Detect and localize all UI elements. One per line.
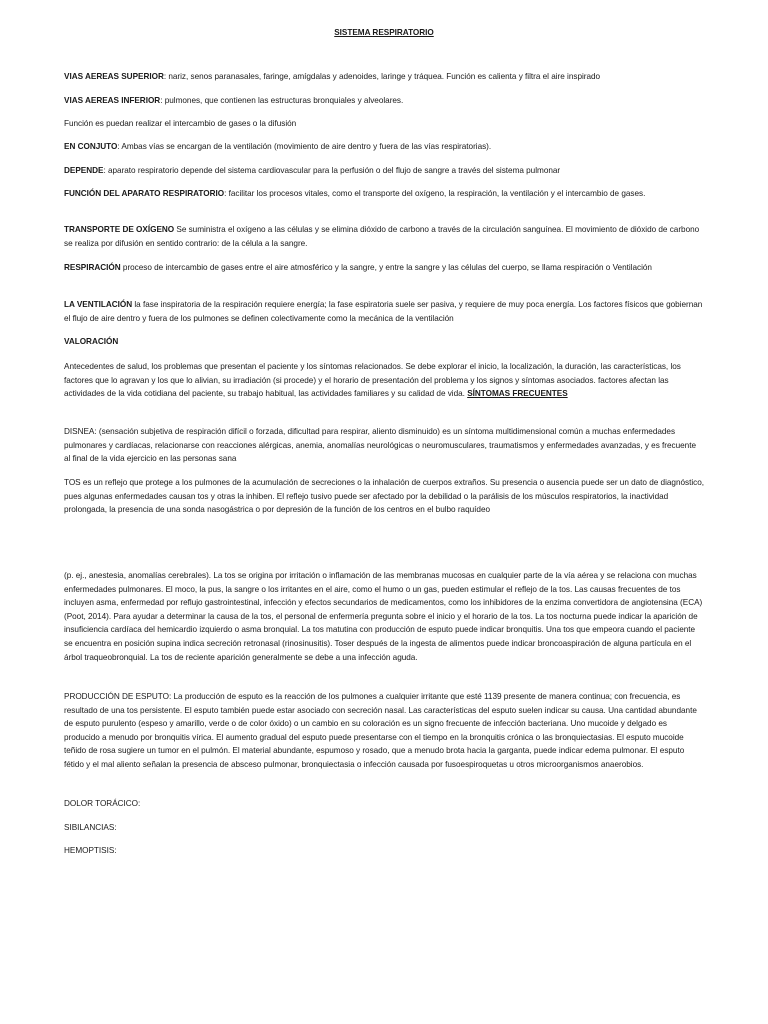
text-vias-superior: : nariz, senos paranasales, faringe, amígdalas y adenoides, laringe y tráquea. Función es calienta y filtra el aire inspirado [163, 72, 601, 81]
label-vias-superior: VIAS AEREAS SUPERIOR [64, 72, 164, 81]
text-funcion-aparato: : facilitar los procesos vitales, como el transporte del oxígeno, la respiración, la ventilación y el intercambio de gases. [224, 189, 646, 198]
label-transporte-oxigeno: TRANSPORTE DE OXÍGENO [64, 225, 175, 234]
text-transporte-oxigeno: Se suministra el oxígeno a las células y se elimina dióxido de carbono a través de la circulación sanguínea. El movimiento de dióxido de carbono se realiza por difusión en sentido contrario: de la célula a la sangre. [64, 225, 700, 248]
heading-hemoptisis [64, 844, 704, 858]
heading-valoracion [64, 335, 704, 349]
label-funcion-aparato: FUNCIÓN DEL APARATO RESPIRATORIO [64, 189, 225, 198]
paragraph-produccion-esputo [64, 690, 704, 772]
text-tos-continuacion: (p. ej., anestesia, anomalías cerebrales). La tos se origina por irritación o inflamación de las membranas mucosas en cualquier parte de la vía aérea y se relaciona con muchas enfermedades pulmonares. El moco, la pus, la sangre o los irritantes en el aire, como el humo o un gas, pueden estimular el reflejo de la tos. Las causas frecuentes de tos incluyen asma, enfermedad por reflujo gastrointestinal, infección y efectos secundarios de medicamentos, como los inhibidores de la enzima convertidora de angiotensina (ECA) (Poot, 2014). Para ayudar a determinar la causa de la tos, el personal de enfermería pregunta sobre el inicio y el horario de la tos. La tos nocturna puede indicar la aparición de insuficiencia cardíaca del hemicardio izquierdo o asma bronquial. La tos matutina con producción de esputo puede indicar bronquitis. Una tos que empeora cuando el paciente se encuentra en posición supina indica secreción retronasal (rinosinusitis). Toser después de la ingesta de alimentos puede indicar broncoaspiración de alguna partícula en el árbol traqueobronquial. La tos de reciente aparición generalmente se debe a una infección aguda. [64, 571, 703, 662]
paragraph-ventilacion [64, 298, 704, 325]
paragraph-tos [64, 476, 704, 517]
paragraph-respiracion [64, 261, 704, 275]
label-ventilacion: LA VENTILACIÓN [64, 300, 133, 309]
document-title: SISTEMA RESPIRATORIO [334, 28, 434, 37]
paragraph-disnea [64, 425, 704, 466]
paragraph-vias-superior [64, 70, 704, 84]
paragraph-vias-inferior [64, 94, 704, 108]
text-vias-inferior: : pulmones, que contienen las estructuras bronquiales y alveolares. [160, 96, 404, 105]
label-respiracion: RESPIRACIÓN [64, 263, 121, 272]
label-sintomas-frecuentes: SÍNTOMAS FRECUENTES [467, 389, 568, 399]
paragraph-en-conjunto [64, 140, 704, 154]
text-depende: : aparato respiratorio depende del sistema cardiovascular para la perfusión o del flujo de sangre a través del sistema pulmonar [103, 166, 561, 175]
text-disnea: DISNEA: (sensación subjetiva de respiración difícil o forzada, dificultad para respirar, aliento disminuido) es un síntoma multidimensional común a muchas enfermedades pulmonares y cardíacas, relacionarse con reacciones alérgicas, anemia, anomalías neurológicas o neuromusculares, traumatismos y enfermedades avanzadas, y es frecuente al final de la vida ejercicio en las personas sana [64, 427, 696, 464]
text-antecedentes: Antecedentes de salud, los problemas que presentan el paciente y los síntomas relacionados. Se debe explorar el inicio, la localización, la duración, las características, los factores que lo agravan y los que lo alivian, su irradiación (si procede) y el horario de presentación del problema y los signos y síntomas asociados. factores afectan las actividades de la vida cotidiana del paciente, su trabajo habitual, las actividades familiares y su calidad de vida. [64, 362, 681, 399]
heading-dolor-toracico [64, 797, 704, 811]
text-ventilacion: la fase inspiratoria de la respiración requiere energía; la fase espiratoria suele ser pasiva, y requiere de muy poca energía. Los factores físicos que gobiernan el flujo de aire dentro y fuera de los pulmones se definen colectivamente como la mecánica de la ventilación [64, 300, 703, 323]
text-produccion-esputo: PRODUCCIÓN DE ESPUTO: La producción de esputo es la reacción de los pulmones a cualquier irritante que esté 1139 presente de manera continua; con frecuencia, es resultado de una tos persistente. El esputo también puede estar asociado con secreción nasal. Las características del esputo suelen indicar su causa. Una cantidad abundante de esputo purulento (espeso y amarillo, verde o de color óxido) o un cambio en su coloración es un signo frecuente de infección bacteriana. Uno mucoide y delgado es producido a menudo por bronquitis vírica. El aumento gradual del esputo puede presentarse con el tiempo en la bronquitis crónica o las bronquiectasias. El esputo mucoide teñido de rosa sugiere un tumor en el pulmón. El material abundante, espumoso y rosado, que a menudo brota hacia la garganta, puede indicar edema pulmonar. El esputo fétido y el mal aliento señalan la presencia de absceso pulmonar, bronquiectasia o infección causada por fusoespiroquetas u otros microorganismos anaerobios. [64, 692, 697, 769]
paragraph-antecedentes [64, 360, 704, 401]
label-vias-inferior: VIAS AEREAS INFERIOR [64, 96, 161, 105]
heading-sibilancias [64, 821, 704, 835]
text-funcion: Función es puedan realizar el intercambio de gases o la difusión [64, 119, 297, 128]
paragraph-depende [64, 164, 704, 178]
label-depende: DEPENDE [64, 166, 104, 175]
label-valoracion: VALORACIÓN [64, 337, 119, 346]
text-hemoptisis: HEMOPTISIS: [64, 846, 117, 855]
text-tos: TOS es un reflejo que protege a los pulmones de la acumulación de secreciones o la inhalación de cuerpos extraños. Su presencia o ausencia puede ser un dato de diagnóstico, pues algunas enfermedades causan tos y otras la inhiben. El reflejo tusivo puede ser afectado por la debilidad o la parálisis de los músculos respiratorios, la inactividad prolongada, la presencia de una sonda nasogástrica o por depresión de la función de los centros en el bulbo raquídeo [64, 478, 704, 515]
text-sibilancias: SIBILANCIAS: [64, 823, 117, 832]
paragraph-funcion-aparato [64, 187, 704, 201]
paragraph-funcion [64, 117, 704, 131]
paragraph-tos-continuacion [64, 569, 704, 664]
text-respiracion: proceso de intercambio de gases entre el aire atmosférico y la sangre, y entre la sangre y las células del cuerpo, se llama respiración o Ventilación [120, 263, 652, 272]
paragraph-transporte-oxigeno [64, 223, 704, 250]
text-dolor-toracico: DOLOR TORÁCICO: [64, 799, 141, 808]
text-en-conjunto: : Ambas vías se encargan de la ventilación (movimiento de aire dentro y fuera de las vías respiratorias). [117, 142, 492, 151]
label-en-conjunto: EN CONJUTO [64, 142, 118, 151]
